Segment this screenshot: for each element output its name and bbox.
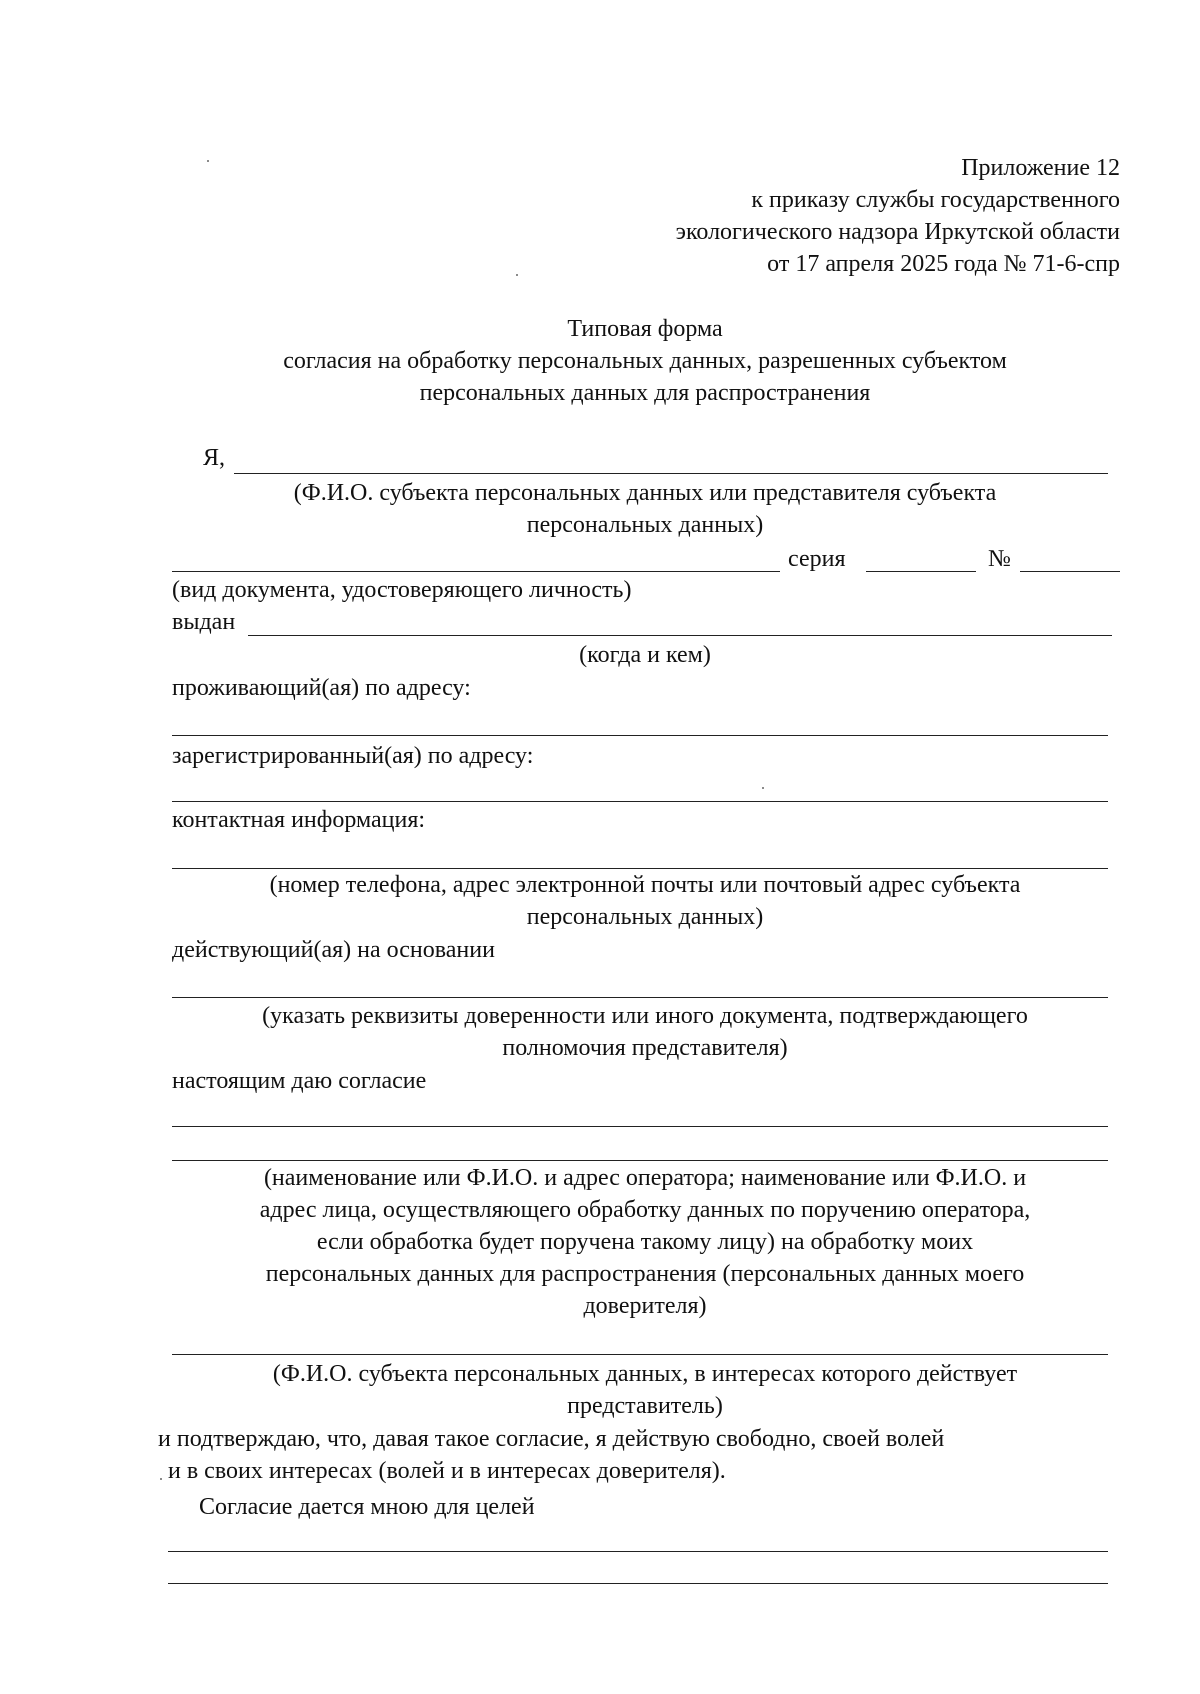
deistv-label: действующий(ая) на основании [172,937,495,963]
title-line-2: согласия на обработку персональных данных, разрешенных субъектом [283,348,1007,374]
operator-field-line-1[interactable] [172,1126,1108,1127]
celi-field-line-2[interactable] [168,1583,1108,1584]
operator-field-line-2[interactable] [172,1160,1108,1161]
vydan-hint: (когда и кем) [579,642,711,668]
seria-label: серия [788,546,846,572]
kontakt-hint-1: (номер телефона, адрес электронной почты или почтовый адрес субъекта [269,872,1021,898]
header-line-1: Приложение 12 [961,155,1120,181]
title-line-1: Типовая форма [567,316,723,342]
subject-field-line[interactable] [172,1354,1108,1355]
ya-label: Я, [203,445,226,471]
zareg-field-line[interactable] [172,801,1108,802]
operator-hint-4: персональных данных для распространения (персональных данных моего [265,1261,1025,1287]
nomer-label: № [988,546,1011,572]
header-line-3: экологического надзора Иркутской области [675,219,1120,245]
nomer-field-line[interactable] [1020,571,1120,572]
confirm-line-2: и в своих интересах (волей и в интересах доверителя). [168,1458,726,1484]
fio-hint-1: (Ф.И.О. субъекта персональных данных или представителя субъекта [293,480,997,506]
operator-hint-3: если обработка будет поручена такому лицу) на обработку моих [316,1229,974,1255]
zareg-label: зарегистрированный(ая) по адресу: [172,743,534,769]
title-line-3: персональных данных для распространения [419,380,871,406]
vydan-label: выдан [172,609,236,635]
confirm-line-1: и подтверждаю, что, давая такое согласие, я действую свободно, своей волей [158,1426,945,1452]
doc-type-field-line[interactable] [172,571,780,572]
fio-field-line[interactable] [234,473,1108,474]
vydan-field-line[interactable] [248,635,1112,636]
fio-hint-2: персональных данных) [526,512,764,538]
header-line-2: к приказу службы государственного [751,187,1120,213]
operator-hint-5: доверителя) [583,1293,707,1319]
kontakt-hint-2: персональных данных) [526,904,764,930]
doc-hint: (вид документа, удостоверяющего личность) [172,577,632,603]
operator-hint-1: (наименование или Ф.И.О. и адрес оператора; наименование или Ф.И.О. и [263,1165,1027,1191]
subject-hint-1: (Ф.И.О. субъекта персональных данных, в интересах которого действует [272,1361,1018,1387]
celi-field-line-1[interactable] [168,1551,1108,1552]
scan-speck [207,160,209,162]
scan-speck [160,1478,162,1480]
kontakt-field-line[interactable] [172,868,1108,869]
scan-speck [762,787,764,789]
deistv-hint-2: полномочия представителя) [502,1035,788,1061]
scan-speck [516,274,518,276]
operator-hint-2: адрес лица, осуществляющего обработку данных по поручению оператора, [259,1197,1031,1223]
soglasie-label: настоящим даю согласие [172,1068,427,1094]
deistv-hint-1: (указать реквизиты доверенности или иного документа, подтверждающего [262,1003,1028,1029]
subject-hint-2: представитель) [567,1393,723,1419]
seria-field-line[interactable] [866,571,976,572]
kontakt-label: контактная информация: [172,807,426,833]
header-line-4: от 17 апреля 2025 года № 71-6-спр [767,251,1120,277]
prozhiv-label: проживающий(ая) по адресу: [172,675,471,701]
prozhiv-field-line[interactable] [172,735,1108,736]
celi-label: Согласие дается мною для целей [199,1494,535,1520]
deistv-field-line[interactable] [172,997,1108,998]
